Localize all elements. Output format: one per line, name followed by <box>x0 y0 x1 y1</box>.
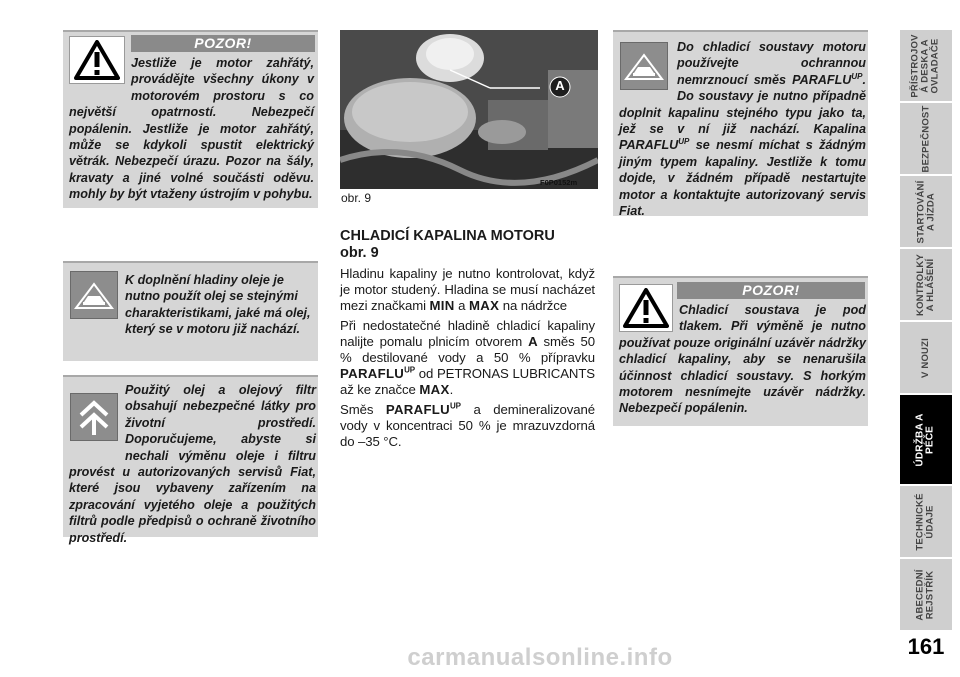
p2-end: . <box>449 382 454 397</box>
tab-label: TECHNICKÉ ÚDAJE <box>915 492 936 551</box>
p2-mid2: od PETRONAS LUBRICANTS až ke značce <box>340 366 595 397</box>
tab-bezpecnost[interactable] <box>900 103 952 175</box>
p2-up: UP <box>404 365 416 375</box>
figure-caption: obr. 9 <box>341 191 372 205</box>
section-subtitle: obr. 9 <box>340 245 379 261</box>
paragraph-mixture <box>340 402 595 450</box>
page-number: 161 <box>907 634 945 659</box>
coolant-note-end: se nesmí míchat s žádným jiným typem kapaliny. Jestliže k tomu dojde, v žádném případě nestartujte motor a kontaktujte autorizovaný servis Fiat. <box>619 138 866 219</box>
coolant-note-up-1: UP <box>851 71 863 81</box>
pozor-badge: POZOR! <box>131 35 315 52</box>
p1-text: Hladinu kapaliny je nutno kontrolovat, když je motor studený. Hladina se musí nacházet mezi značkami <box>340 266 595 313</box>
tab-label: PŘÍSTROJOV Á DESKA A OVLADAČE <box>910 33 941 98</box>
coolant-note-mid: . Do soustavy je nutno případně doplnit kapalinu stejného typu jako ta, jež se v ní již nachází. Kapalina PARAFLU <box>619 72 866 153</box>
chapter-tabs <box>900 30 960 630</box>
p2-start: Při nedostatečné hladině chladicí kapaliny nalijte pomalu plnicím otvorem <box>340 318 595 349</box>
min-mark: MIN <box>429 298 455 313</box>
paragraph-level-check <box>340 266 595 314</box>
figure-code: F0P0152m <box>540 178 578 187</box>
oil-note-text: K doplnění hladiny oleje je nutno použít olej se stejnými charakteristikami, jaké má olej, který se v motoru již nachází. <box>125 273 311 337</box>
section-title: CHLADICÍ KAPALINA MOTORU <box>340 228 555 244</box>
tab-label: STARTOVÁNÍ A JÍZDA <box>915 180 936 243</box>
pozor-badge: POZOR! <box>677 282 865 299</box>
p3-end: a demineralizované vody v koncentraci 50 % je mrazuvzdorná do –35 °C. <box>340 402 595 449</box>
tab-kontrolky[interactable] <box>900 249 952 321</box>
coolant-note-up-2: UP <box>678 137 690 147</box>
note-box-oil <box>63 261 318 361</box>
p2-mid: směs 50 % destilované vody a 50 % přípravku <box>340 334 595 365</box>
environment-note-text: Použitý olej a olejový filtr obsahují nebezpečné látky pro životní prostředí. Doporučujeme, abyste si nechali výměnu oleje i filtru provést u autorizovaných servisů Fiat, které jsou vybaveny zařízením na zpracování vyjetého oleje a použitých filtrů podle předpisů o ochraně životního prostředí. <box>69 383 316 545</box>
tab-abecedni-rejstrik[interactable] <box>900 559 952 631</box>
tab-label: KONTROLKY A HLÁŠENÍ <box>915 253 936 316</box>
note-box-environment <box>63 375 318 545</box>
tab-label: ÚDRŽBA A PÉČE <box>915 412 937 467</box>
warning-box-motor <box>63 30 318 208</box>
warning-text: Jestliže je motor zahřátý, provádějte všechny úkony v motorovém prostoru s co největší opatrností. Nebezpečí popálenin. Jestliže je motor zahřátý, může se kdykoli spustit elektrický větrák. Nebezpečí úrazu. Pozor na šály, kravaty a jiné volné součásti oděvu. mohly by být vtaženy ústrojím v pohybu. <box>69 56 314 202</box>
callout-a-label: A <box>555 78 565 93</box>
tab-v-nouzi[interactable] <box>900 322 952 394</box>
tab-label: ABECEDNÍ REJSTŘÍK <box>915 568 936 621</box>
p3-paraflu: PARAFLU <box>385 402 450 417</box>
coolant-note-start: Do chladicí soustavy motoru používejte ochrannou nemrznoucí směs PARAFLU <box>677 40 866 87</box>
p1-end: na nádržce <box>502 298 568 313</box>
tab-startovani[interactable] <box>900 176 952 248</box>
p2-paraflu: PARAFLU <box>340 366 405 381</box>
tab-technicke-udaje[interactable] <box>900 486 952 558</box>
and-word: a <box>458 298 466 313</box>
p2-callout-a: A <box>528 334 538 349</box>
tab-pristrojova-deska[interactable] <box>900 30 952 102</box>
pressure-warning-text: Chladicí soustava je pod tlakem. Při výměně je nutno používat pouze originální uzávěr nádržky chladicí kapaliny, aby se nenarušila účinnost chladicí soustavy. S horkým motorem nesnímejte uzávěr nádržky. Nebezpečí popálenin. <box>619 303 866 416</box>
engine-coolant-photo <box>340 30 598 189</box>
p3-start: Směs <box>340 402 374 417</box>
coolant-section <box>340 228 595 450</box>
tab-udrzba[interactable] <box>900 395 952 485</box>
p3-up: UP <box>449 401 461 411</box>
warning-box-pressure <box>613 276 868 426</box>
tab-label: V NOUZI <box>920 337 931 378</box>
p2-max: MAX <box>419 382 450 397</box>
watermark: carmanualsonline.info <box>407 644 673 671</box>
paragraph-refill <box>340 318 595 398</box>
max-mark: MAX <box>468 298 500 313</box>
tab-label: BEZPEČNOST <box>920 105 931 172</box>
note-box-coolant <box>613 30 868 219</box>
